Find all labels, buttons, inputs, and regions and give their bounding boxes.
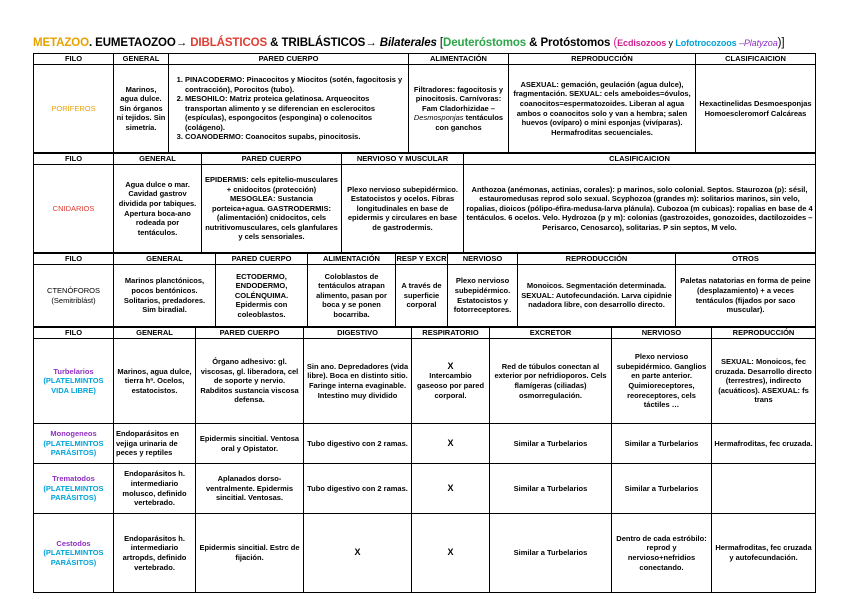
title-close: )] (777, 37, 785, 49)
filo-name: CTENÓFOROS (47, 285, 100, 295)
header-filo: FILO (34, 154, 114, 165)
header-filo: FILO (34, 54, 114, 65)
filo-name: Trematodos (52, 474, 95, 484)
cell-clasificacion: Hexactinelidas Desmoesponjas Homoescleromorf Calcáreas (696, 65, 816, 153)
cell-reproduccion: ASEXUAL: gemación, geulación (agua dulce), fragmentación. SEXUAL: cels ameboides=óvulos, coanocitos=espermatozoides. Liberan al agua ambos o coanocitos solo y van a hembra; salen huevos (ovíparo) o mini esponjas (vivíparas). Hermafroditas secuenciales. (509, 65, 696, 153)
title-amp: & (267, 37, 282, 49)
filo-sub: (PLATELMINTOS PARÁSITOS) (43, 548, 104, 567)
title-amp2: & (526, 37, 541, 49)
filo-monogeneos (34, 424, 114, 464)
cell-general: Agua dulce o mar. Cavidad gastrov dividida por tabiques. Apertura boca-ano rodeada por tentáculos. (114, 165, 202, 253)
cell-pared-cuerpo: Epidermis sincitial. Ventosa oral y Opistator. (196, 424, 304, 464)
cell-clasificacion: Anthozoa (anémonas, actinias, corales): p marinos, solo colonial. Septos. Staurozoa (p): sésil, estauromedusas reprod solo sexual. Scyphozoa (grandes m): solitarios marinos, sin velo, ropalias, dioicos (pólipo-éfira-medusa-larva plánula). Cubozoa (m cubicas): ropalias en base de 4 tentáculos. 6 ocelos. Velo. Hydrozoa (p y m): colonias (gastrozoides, gonozoides, dactilozoides – Perisarco, Cenosarco), solitarias. P sin septos, M velo. (464, 165, 816, 253)
cell-nervioso: Similar a Turbelarios (612, 464, 712, 514)
alimentacion-italic: Desmosponjas (413, 113, 464, 123)
alimentacion-text-2: tentáculos con ganchos (435, 113, 504, 132)
header-alimentacion: ALIMENTACIÓN (409, 54, 509, 65)
list-item: 2. MESOHILO: Matriz proteica gelatinosa. Arqueocitos transportan alimento y se diferencian en esclerocitos (espículas), espongocitos (esponginа) o colenocitos (colágeno). (185, 94, 406, 132)
cell-pared-cuerpo: Epidermis sincitial. Estrc de fijación. (196, 514, 304, 593)
cell-nervioso: Plexo nervioso subepidérmico. Estatocistos y fotorreceptores. (448, 265, 518, 327)
title-platyzoa: Platyzoa (743, 38, 778, 48)
cell-resp-excr: A través de superficie corporal (396, 265, 448, 327)
title-y: y (666, 38, 676, 48)
cell-general: Endoparásitos h. intermediario artropds, definido vertebrado. (114, 514, 196, 593)
filo-sub: (PLATELMINTOS VIDA LIBRE) (43, 376, 104, 395)
filo-name: Monogeneos (50, 429, 97, 439)
cell-alimentacion (409, 65, 509, 153)
cell-excretor: Red de túbulos conectan al exterior por nefridioporos. Cels flamígeras (ciliadas) osmorregulación. (490, 339, 612, 424)
cell-pared-cuerpo (169, 65, 409, 153)
header-nervioso: NERVIOSO (612, 328, 712, 339)
header-clasificacion: CLASIFICAICION (464, 154, 816, 165)
cell-general: Endoparásitos en vejiga urinaria de peces y reptiles (114, 424, 196, 464)
cell-nervioso: Dentro de cada estróbilo: reprod y nervioso+nefridios conectando. (612, 514, 712, 593)
filo-trematodos (34, 464, 114, 514)
table-header-row (34, 254, 816, 265)
header-nervioso: NERVIOSO (448, 254, 518, 265)
filo-cestodos (34, 514, 114, 593)
title-eumetazoo: EUMETAOZOO→ (92, 37, 191, 49)
header-digestivo: DIGESTIVO (304, 328, 412, 339)
header-otros: OTROS (676, 254, 816, 265)
cell-reproduccion (712, 464, 816, 514)
table-header-row (34, 54, 816, 65)
title-paren-open: ( (610, 37, 618, 49)
cell-general: Marinos planctónicos, pocos bentónicos. Solitarios, predadores. Sim biradial. (114, 265, 216, 327)
cell-excretor: Similar a Turbelarios (490, 464, 612, 514)
header-nervioso-muscular: NERVIOSO Y MUSCULAR (342, 154, 464, 165)
table-row (34, 165, 816, 253)
table-row (34, 265, 816, 327)
header-clasificacion: CLASIFICAICION (696, 54, 816, 65)
header-reproduccion: REPRODUCCIÓN (509, 54, 696, 65)
header-excretor: EXCRETOR (490, 328, 612, 339)
title-bracket-open: [ (436, 37, 444, 49)
title-protostomos: Protóstomos (540, 37, 611, 49)
cell-reproduccion: Hermafroditas, fec cruzada y autofecundación. (712, 514, 816, 593)
cell-pared-cuerpo: Órgano adhesivo: gl. viscosas, gl. liberadora, cel de soporte y nervio. Rabditos sustancia viscosa defensa. (196, 339, 304, 424)
table-header-row (34, 154, 816, 165)
header-general: GENERAL (114, 328, 196, 339)
cell-reproduccion: Hermafroditas, fec cruzada. (712, 424, 816, 464)
header-resp-excr: RESP Y EXCR (396, 254, 447, 264)
table-row (34, 424, 816, 464)
pared-list (171, 75, 406, 142)
filo-sub: (PLATELMINTOS PARÁSITOS) (43, 483, 104, 503)
title-deuterostomos: Deuteróstomos (443, 37, 527, 49)
title-dot: . (88, 37, 93, 49)
cell-digestivo: Sin ano. Depredadores (vida libre). Boca en distinto sitio. Faringe interna evaginable. Intestino muy dividido (304, 339, 412, 424)
header-alimentacion: ALIMENTACIÓN (308, 254, 396, 265)
filo-sub: (PLATELMINTOS PARÁSITOS) (43, 438, 104, 458)
cell-pared-cuerpo: Aplanados dorso-ventralmente. Epidermis sincitial. Ventosas. (196, 464, 304, 514)
title-metazoo: METAZOO (33, 37, 89, 49)
cell-nervioso: Plexo nervioso subepidérmico. Estatocistos y ocelos. Fibras longitudinales en base de epidermis y circulares en base de gastrodermis. (342, 165, 464, 253)
cell-nervioso: Plexo nervioso subepidérmico. Ganglios en parte anterior. Quimioreceptores, reoreceptores, cels táctiles … (612, 339, 712, 424)
filo-turbelarios (34, 339, 114, 424)
table-cnidarios (33, 153, 816, 253)
cell-pared-cuerpo: EPIDERMIS: cels epitelio-musculares + cnidocitos (protección) MESOGLEA: Sustancia porteica+agua. GASTRODERMIS: (alimentación) cnidocitos, cels nutritivomusculares, cels glanfulares y cels sensoriales. (202, 165, 342, 253)
table-header-row (34, 328, 816, 339)
cell-pared-cuerpo: ECTODERMO, ENDODERMO, COLÉNQUIMA. Epidermis con coleoblastos. (216, 265, 308, 327)
cell-general: Endoparásitos h. intermediario molusco, definido vertebrado. (114, 464, 196, 514)
resp-x: X (447, 360, 454, 371)
filo-name: Cestodos (56, 538, 91, 548)
filo-poriferos: PORÍFEROS (34, 65, 114, 153)
cell-excretor: Similar a Turbelarios (490, 514, 612, 593)
header-pared-cuerpo: PARED CUERPO (196, 328, 304, 339)
cell-general: Marinos, agua dulce, tierra hª. Ocelos, estatocistos. (114, 339, 196, 424)
header-general: GENERAL (114, 254, 216, 265)
header-general: GENERAL (114, 154, 202, 165)
filo-sub: (Semitriblást) (51, 295, 96, 305)
cell-alimentacion: Coloblastos de tentáculos atrapan alimento, pasan por boca y se ponen bocarriba. (308, 265, 396, 327)
cell-digestivo: Tubo digestivo con 2 ramas. (304, 464, 412, 514)
table-platelmintos (33, 327, 816, 593)
filo-name: Turbelarios (53, 366, 94, 376)
header-pared-cuerpo: PARED CUERPO (216, 254, 308, 265)
cell-respiratorio: X (412, 514, 490, 593)
header-pared-cuerpo: PARED CUERPO (202, 154, 342, 165)
cell-otros: Paletas natatorias en forma de peine (desplazamiento) + a veces tentáculos (fijados por saco muscular). (676, 265, 816, 327)
cell-reproduccion: SEXUAL: Monoicos, fec cruzada. Desarrollo directo (terrestres), indirecto (acuáticos). ASEXUAL: fs trans (712, 339, 816, 424)
cell-digestivo: Tubo digestivo con 2 ramas. (304, 424, 412, 464)
list-item: 3. COANODERMO: Coanocitos supabs, pinocitosis. (185, 132, 406, 142)
alimentacion-text: Filtradores: fagocitosis y pinocitosis. Carnívoras: Fam Cladorhizidae – (413, 84, 504, 113)
cell-reproduccion: Monoicos. Segmentación determinada. SEXUAL: Autofecundación. Larva cipidnie nadadora libre, con desarrollo directo. (518, 265, 676, 327)
cell-respiratorio (412, 339, 490, 424)
title-diblasticos: DIBLÁSTICOS (190, 37, 268, 49)
title-dash: – (736, 38, 744, 48)
table-row (34, 464, 816, 514)
table-ctenoforos (33, 253, 816, 327)
cell-digestivo: X (304, 514, 412, 593)
title-bilaterales: Bilaterales (379, 37, 437, 49)
header-pared-cuerpo: PARED CUERPO (169, 54, 409, 65)
table-poriferos (33, 53, 816, 153)
page-title (33, 37, 784, 49)
cell-respiratorio: X (412, 464, 490, 514)
cell-nervioso: Similar a Turbelarios (612, 424, 712, 464)
resp-text: Intercambio gaseoso por pared corporal. (416, 371, 485, 400)
header-filo: FILO (34, 254, 114, 265)
table-row (34, 65, 816, 153)
title-ecdisozoos: Ecdisozoos (617, 38, 667, 48)
table-row (34, 514, 816, 593)
title-lofotrocozoos: Lofotrocozoos (675, 38, 737, 48)
title-triblasticos: TRIBLÁSTICOS→ (281, 37, 380, 49)
header-reproduccion: REPRODUCCIÓN (518, 254, 676, 265)
header-respiratorio: RESPIRATORIO (412, 328, 490, 339)
cell-excretor: Similar a Turbelarios (490, 424, 612, 464)
header-filo: FILO (34, 328, 114, 339)
cell-general: Marinos, agua dulce. Sin órganos ni tejidos. Sin simetría. (114, 65, 169, 153)
filo-ctenoforos (34, 265, 114, 327)
filo-cnidarios: CNIDARIOS (34, 165, 114, 253)
cell-respiratorio: X (412, 424, 490, 464)
header-general: GENERAL (114, 54, 169, 65)
header-reproduccion: REPRODUCCIÓN (712, 328, 816, 339)
list-item: 1. PINACODERMO: Pinacocitos y Miocitos (sotén, fagocitosis y contracción), Porocitos (tubo). (185, 75, 406, 94)
table-row (34, 339, 816, 424)
